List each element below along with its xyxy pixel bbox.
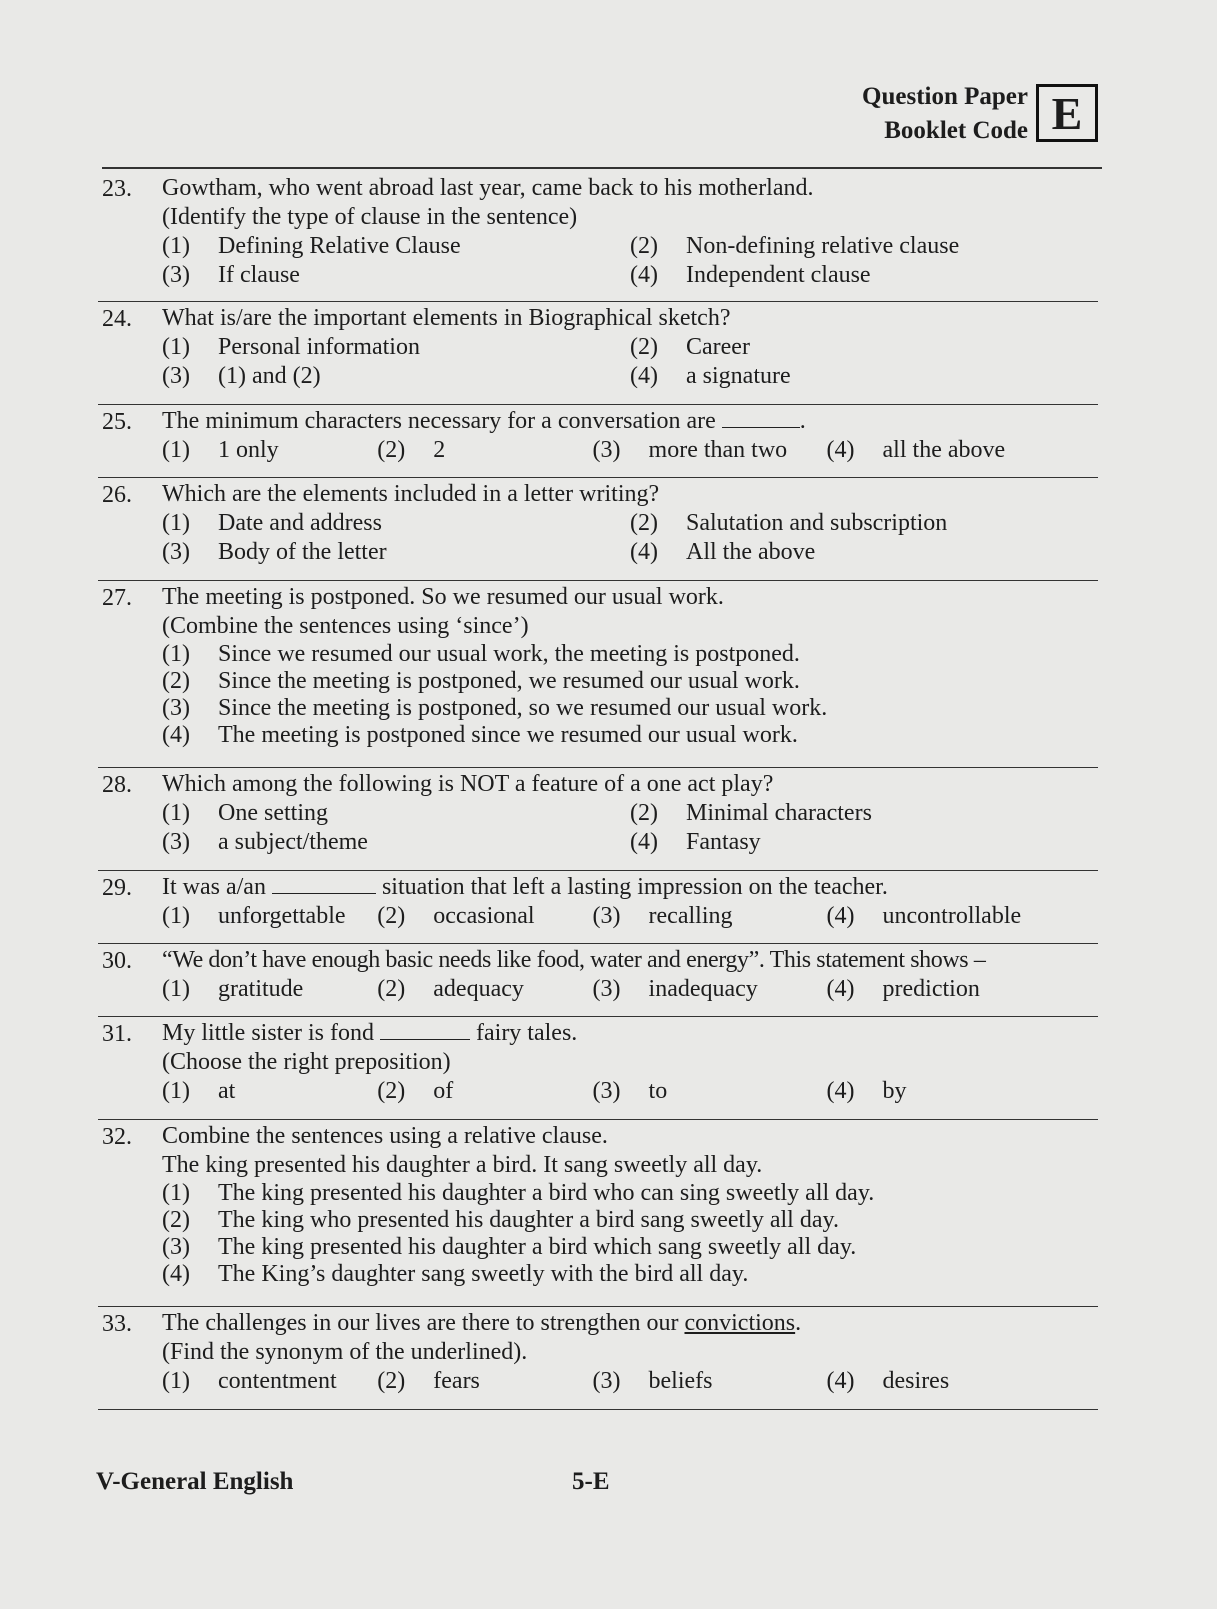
option-number: (2): [630, 800, 658, 826]
question-number: 24.: [102, 306, 132, 332]
option-text: 1 only: [218, 437, 279, 463]
question-29: [98, 871, 1098, 944]
question-number: 29.: [102, 875, 132, 901]
option-text: Personal information: [218, 334, 420, 360]
option-1[interactable]: [162, 333, 630, 362]
question-text-before: The challenges in our lives are there to strengthen our: [162, 1310, 679, 1336]
option-number: (2): [377, 1368, 406, 1394]
option-number: (4): [826, 976, 855, 1002]
option-3[interactable]: [162, 362, 630, 391]
option-number: (2): [630, 233, 658, 259]
options: [162, 436, 1098, 465]
option-text: all the above: [882, 437, 1006, 463]
option-text: Fantasy: [686, 829, 761, 855]
option-text: The king presented his daughter a bird which sang sweetly all day.: [218, 1234, 857, 1260]
option-text: contentment: [218, 1368, 337, 1394]
option-number: (3): [162, 1234, 190, 1260]
question-instruction: (Find the synonym of the underlined).: [162, 1339, 528, 1365]
option-number: (1): [162, 903, 190, 929]
option-text: gratitude: [218, 976, 304, 1002]
options: [162, 1367, 1098, 1396]
option-text: The meeting is postponed since we resumed our usual work.: [218, 722, 798, 748]
question-instruction: (Identify the type of clause in the sentence): [162, 204, 578, 230]
option-number: (3): [162, 695, 190, 721]
option-3[interactable]: [593, 1077, 827, 1106]
option-2[interactable]: [162, 668, 1098, 695]
option-text: Defining Relative Clause: [218, 233, 461, 259]
option-text: a subject/theme: [218, 829, 368, 855]
option-number: (1): [162, 641, 190, 667]
booklet-labels: [848, 80, 1028, 148]
booklet-code-block: [848, 80, 1103, 150]
option-2[interactable]: [630, 333, 1098, 362]
option-text: If clause: [218, 262, 300, 288]
option-text: Since we resumed our usual work, the meeting is postponed.: [218, 641, 800, 667]
option-2[interactable]: [630, 509, 1098, 538]
options: [162, 641, 1098, 749]
options: [162, 902, 1098, 931]
question-25: [98, 405, 1098, 478]
options: [162, 1077, 1098, 1106]
option-text: The king who presented his daughter a bird sang sweetly all day.: [218, 1207, 839, 1233]
question-24: [98, 302, 1098, 405]
option-text: uncontrollable: [882, 903, 1022, 929]
option-2[interactable]: [377, 436, 592, 465]
option-3[interactable]: [593, 436, 827, 465]
option-3[interactable]: [162, 261, 630, 290]
option-number: (4): [826, 437, 855, 463]
question-number: 27.: [102, 585, 132, 611]
question-text: Which are the elements included in a letter writing?: [162, 481, 660, 507]
booklet-code-box: E: [1036, 84, 1098, 142]
option-text: Body of the letter: [218, 539, 387, 565]
option-text: recalling: [648, 903, 733, 929]
question-text-after: situation that left a lasting impression on the teacher.: [381, 874, 888, 900]
option-number: (2): [630, 334, 658, 360]
option-text: occasional: [433, 903, 535, 929]
option-text: desires: [882, 1368, 950, 1394]
question-26: [98, 478, 1098, 581]
question-text: [162, 1019, 1098, 1048]
question-text-after: fairy tales.: [476, 1020, 578, 1046]
option-text: adequacy: [433, 976, 524, 1002]
option-number: (2): [377, 437, 406, 463]
options: [162, 1180, 1098, 1288]
option-1[interactable]: [162, 902, 377, 931]
option-3[interactable]: [593, 902, 827, 931]
option-text: fears: [433, 1368, 480, 1394]
option-4[interactable]: [630, 362, 1098, 391]
option-text: inadequacy: [648, 976, 758, 1002]
booklet-label-line2: Booklet Code: [884, 117, 1028, 144]
option-2[interactable]: [630, 232, 1098, 261]
question-text: “We don’t have enough basic needs like food, water and energy”. This statement shows –: [162, 947, 986, 973]
option-3[interactable]: [162, 828, 630, 857]
option-3[interactable]: [593, 1367, 827, 1396]
option-2[interactable]: [630, 799, 1098, 828]
option-1[interactable]: [162, 1367, 377, 1396]
option-number: (2): [162, 668, 190, 694]
option-number: (1): [162, 1180, 190, 1206]
question-text: What is/are the important elements in Biographical sketch?: [162, 305, 731, 331]
question-text: Combine the sentences using a relative clause.: [162, 1123, 608, 1149]
question-text-before: It was a/an: [162, 874, 266, 900]
question-text: Gowtham, who went abroad last year, came back to his motherland.: [162, 175, 814, 201]
question-text-after: .: [795, 1310, 802, 1336]
option-2[interactable]: [377, 902, 592, 931]
option-text: unforgettable: [218, 903, 346, 929]
option-4[interactable]: [827, 902, 1098, 931]
option-number: (4): [826, 1078, 855, 1104]
option-number: (3): [162, 363, 190, 389]
option-1[interactable]: [162, 799, 630, 828]
option-number: (3): [592, 976, 621, 1002]
question-text: [162, 1309, 1098, 1338]
option-2[interactable]: [377, 1367, 592, 1396]
header-divider: [102, 167, 1102, 169]
question-33: [98, 1307, 1098, 1410]
option-number: (2): [162, 1207, 190, 1233]
answer-blank: [272, 875, 376, 894]
question-27: [98, 581, 1098, 768]
option-2[interactable]: [377, 975, 592, 1004]
option-text: by: [882, 1078, 907, 1104]
option-number: (2): [377, 976, 406, 1002]
option-number: (2): [377, 1078, 406, 1104]
footer-page-number: 5-E: [572, 1468, 610, 1495]
option-text: prediction: [882, 976, 980, 1002]
question-32: [98, 1120, 1098, 1307]
option-number: (1): [162, 334, 190, 360]
option-text: beliefs: [648, 1368, 713, 1394]
option-text: Independent clause: [686, 262, 871, 288]
option-1[interactable]: [162, 1180, 1098, 1207]
option-1[interactable]: [162, 436, 377, 465]
question-23: [98, 172, 1098, 302]
question-text: The meeting is postponed. So we resumed our usual work.: [162, 584, 724, 610]
option-text: (1) and (2): [218, 363, 321, 389]
question-text-after: .: [799, 408, 806, 434]
booklet-label-line1: Question Paper: [862, 83, 1028, 110]
option-4[interactable]: [630, 538, 1098, 567]
options: [162, 509, 1098, 567]
option-number: (3): [592, 1368, 621, 1394]
option-number: (2): [377, 903, 406, 929]
option-4[interactable]: [162, 1261, 1098, 1288]
option-number: (4): [630, 829, 658, 855]
question-number: 26.: [102, 482, 132, 508]
option-number: (3): [162, 829, 190, 855]
options: [162, 232, 1098, 290]
option-2[interactable]: [377, 1077, 592, 1106]
option-number: (1): [162, 1078, 190, 1104]
option-number: (2): [630, 510, 658, 536]
question-number: 32.: [102, 1124, 132, 1150]
option-number: (1): [162, 233, 190, 259]
option-text: to: [648, 1078, 668, 1104]
option-4[interactable]: [630, 828, 1098, 857]
question-text-before: The minimum characters necessary for a conversation are: [162, 408, 716, 434]
option-text: Career: [686, 334, 750, 360]
option-number: (4): [630, 262, 658, 288]
footer-subject: V-General English: [96, 1468, 294, 1495]
option-text: The King’s daughter sang sweetly with the bird all day.: [218, 1261, 749, 1287]
option-text: at: [218, 1078, 236, 1104]
option-number: (4): [162, 722, 190, 748]
question-text: [162, 407, 1098, 436]
option-number: (1): [162, 437, 190, 463]
option-3[interactable]: [162, 1234, 1098, 1261]
option-1[interactable]: [162, 232, 630, 261]
options: [162, 799, 1098, 857]
options: [162, 333, 1098, 391]
option-1[interactable]: [162, 509, 630, 538]
underlined-word: convictions: [684, 1310, 796, 1336]
option-4[interactable]: [827, 436, 1098, 465]
option-4[interactable]: [827, 975, 1098, 1004]
question-31: [98, 1017, 1098, 1120]
option-number: (4): [630, 539, 658, 565]
question-28: [98, 768, 1098, 871]
option-number: (3): [162, 539, 190, 565]
question-number: 31.: [102, 1021, 132, 1047]
option-number: (1): [162, 976, 190, 1002]
option-number: (3): [592, 1078, 621, 1104]
option-number: (1): [162, 510, 190, 536]
option-number: (4): [826, 903, 855, 929]
option-number: (3): [592, 903, 621, 929]
question-number: 30.: [102, 948, 132, 974]
question-number: 25.: [102, 409, 132, 435]
option-3[interactable]: [162, 695, 1098, 722]
option-text: The king presented his daughter a bird who can sing sweetly all day.: [218, 1180, 875, 1206]
option-4[interactable]: [827, 1367, 1098, 1396]
option-text: Date and address: [218, 510, 382, 536]
option-text: Minimal characters: [686, 800, 872, 826]
option-number: (3): [162, 262, 190, 288]
option-text: 2: [433, 437, 446, 463]
options: [162, 975, 1098, 1004]
question-text: [162, 873, 1098, 902]
question-text-before: My little sister is fond: [162, 1020, 374, 1046]
option-text: All the above: [686, 539, 816, 565]
option-3[interactable]: [162, 538, 630, 567]
question-number: 23.: [102, 176, 132, 202]
question-30: [98, 944, 1098, 1017]
option-number: (3): [592, 437, 621, 463]
option-4[interactable]: [630, 261, 1098, 290]
option-text: Salutation and subscription: [686, 510, 948, 536]
option-text: Non-defining relative clause: [686, 233, 960, 259]
option-number: (1): [162, 800, 190, 826]
option-number: (4): [630, 363, 658, 389]
answer-blank: [722, 409, 800, 428]
question-number: 28.: [102, 772, 132, 798]
question-instruction: The king presented his daughter a bird. It sang sweetly all day.: [162, 1152, 763, 1178]
question-number: 33.: [102, 1311, 132, 1337]
option-number: (1): [162, 1368, 190, 1394]
option-4[interactable]: [827, 1077, 1098, 1106]
answer-blank: [380, 1021, 470, 1040]
option-text: a signature: [686, 363, 791, 389]
question-instruction: (Combine the sentences using ‘since’): [162, 613, 529, 639]
option-text: of: [433, 1078, 454, 1104]
option-4[interactable]: [162, 722, 1098, 749]
option-2[interactable]: [162, 1207, 1098, 1234]
option-text: Since the meeting is postponed, so we resumed our usual work.: [218, 695, 828, 721]
option-text: more than two: [648, 437, 788, 463]
option-1[interactable]: [162, 975, 377, 1004]
question-instruction: (Choose the right preposition): [162, 1049, 451, 1075]
question-text: Which among the following is NOT a feature of a one act play?: [162, 771, 774, 797]
option-number: (4): [162, 1261, 190, 1287]
option-1[interactable]: [162, 641, 1098, 668]
option-3[interactable]: [593, 975, 827, 1004]
question-list: [98, 172, 1098, 1410]
option-number: (4): [826, 1368, 855, 1394]
option-text: One setting: [218, 800, 328, 826]
option-1[interactable]: [162, 1077, 377, 1106]
option-text: Since the meeting is postponed, we resumed our usual work.: [218, 668, 800, 694]
